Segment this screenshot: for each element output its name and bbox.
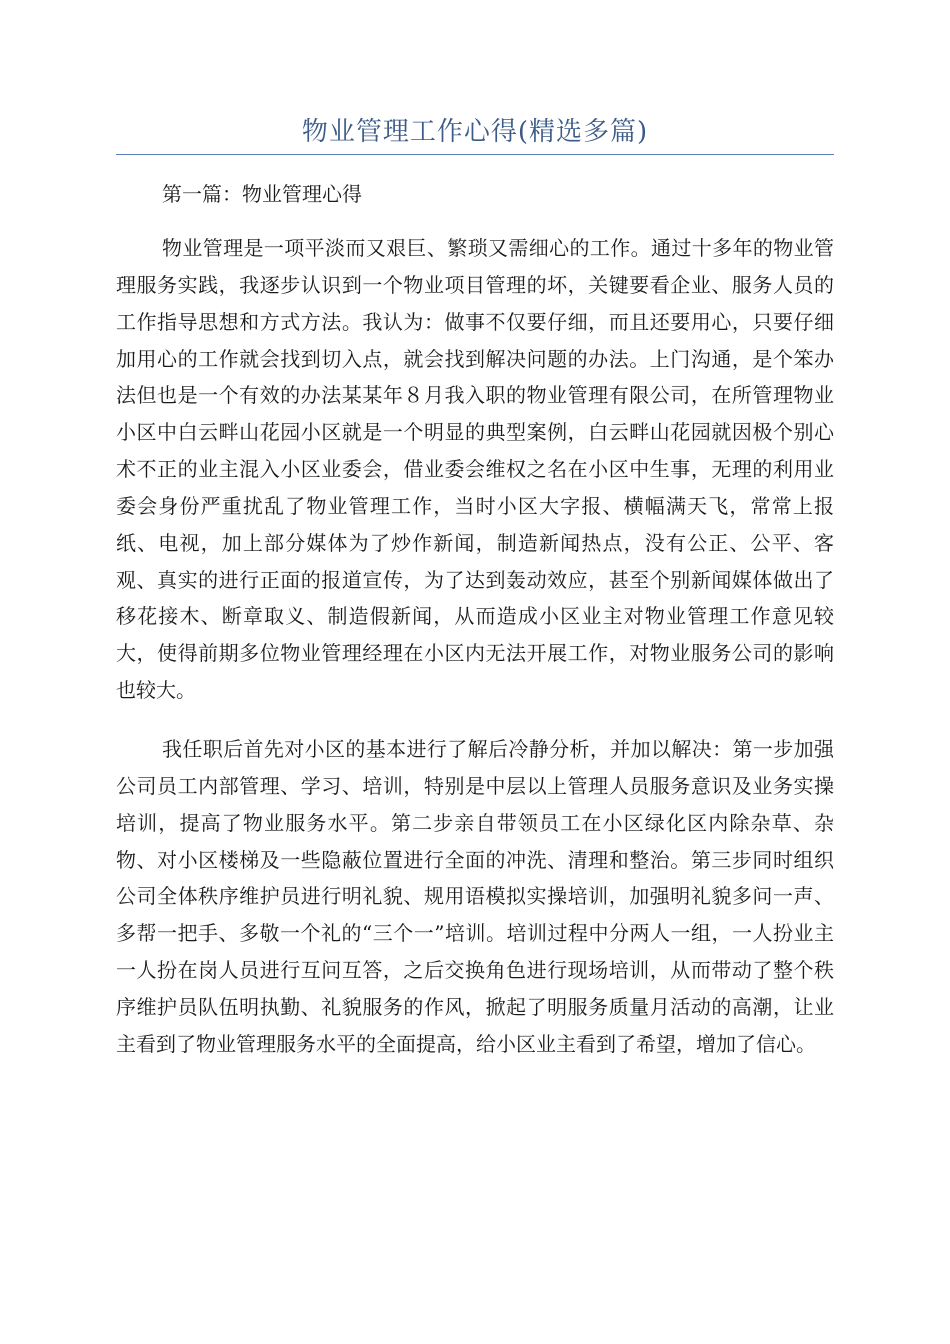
paragraph-1: 物业管理是一项平淡而又艰巨、繁琐又需细心的工作。通过十多年的物业管理服务实践，我逐步认识到一个物业项目管理的坏，关键要看企业、服务人员的工作指导思想和方式方法。我认为：做事不仅要仔细，而且还要用心，只要仔细加用心的工作就会找到切入点，就会找到解决问题的办法。上门沟通，是个笨办法但也是一个有效的办法某某年８月我入职的物业管理有限公司，在所管理物业小区中白云畔山花园小区就是一个明显的典型案例，白云畔山花园就因极个别心术不正的业主混入小区业委会，借业委会维权之名在小区中生事，无理的利用业委会身份严重扰乱了物业管理工作，当时小区大字报、横幅满天飞，常常上报纸、电视，加上部分媒体为了炒作新闻，制造新闻热点，没有公正、公平、客观、真实的进行正面的报道宣传，为了达到轰动效应，甚至个别新闻媒体做出了移花接木、断章取义、制造假新闻，从而造成小区业主对物业管理工作意见较大，使得前期多位物业管理经理在小区内无法开展工作，对物业服务公司的影响也较大。 xyxy=(116,236,834,703)
document-body xyxy=(116,176,834,1063)
title-underline xyxy=(116,154,834,155)
spacer xyxy=(116,213,834,230)
section-heading: 第一篇：物业管理心得 xyxy=(162,182,362,206)
spacer xyxy=(116,709,834,731)
paragraph-2: 我任职后首先对小区的基本进行了解后冷静分析，并加以解决：第一步加强公司员工内部管理、学习、培训，特别是中层以上管理人员服务意识及业务实操培训，提高了物业服务水平。第二步亲自带领员工在小区绿化区内除杂草、杂物、对小区楼梯及一些隐蔽位置进行全面的冲洗、清理和整治。第三步同时组织公司全体秩序维护员进行明礼貌、规用语模拟实操培训，加强明礼貌多问一声、多帮一把手、多敬一个礼的“三个一”培训。培训过程中分两人一组，一人扮业主一人扮在岗人员进行互问互答，之后交换角色进行现场培训，从而带动了整个秩序维护员队伍明执勤、礼貌服务的作风，掀起了明服务质量月活动的高潮，让业主看到了物业管理服务水平的全面提高，给小区业主看到了希望，增加了信心。 xyxy=(116,736,834,1056)
document-title: 物业管理工作心得(精选多篇) xyxy=(301,117,649,147)
